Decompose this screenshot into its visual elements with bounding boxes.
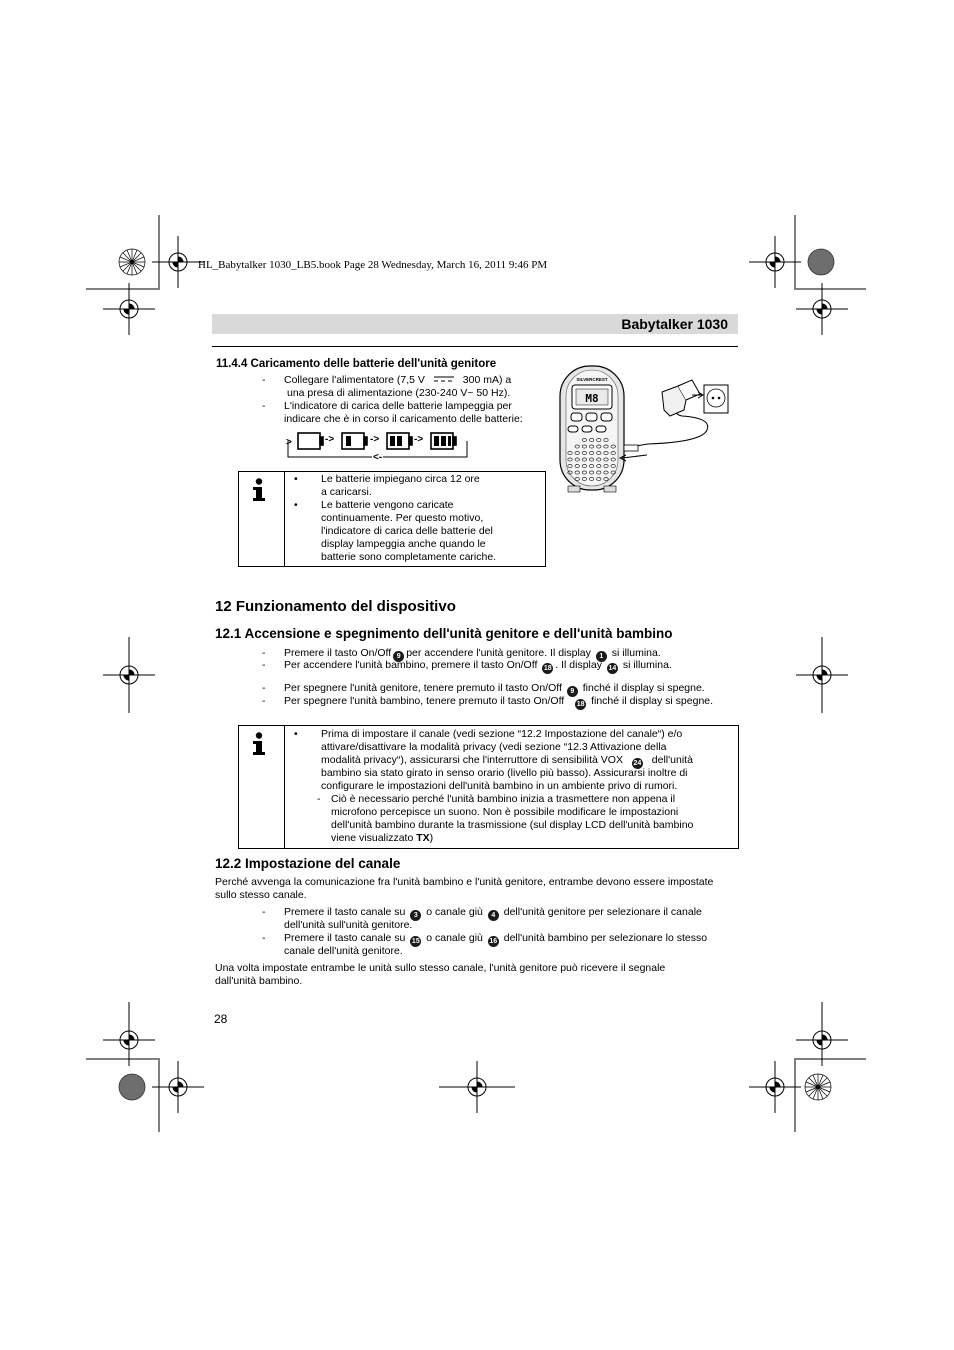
dash: -	[262, 932, 266, 944]
dash: -	[262, 647, 266, 659]
section-11-4-4-heading: 11.4.4 Caricamento delle batterie dell'unità genitore	[216, 358, 497, 370]
note-text: dell'unità bambino durante la trasmissione (sul display LCD dell'unità bambino	[331, 819, 694, 831]
note-text: Le batterie vengono caricate	[321, 499, 454, 511]
dash: -	[262, 400, 266, 412]
note-text: Le batterie impiegano circa 12 ore	[321, 473, 480, 485]
arrow-back-label: <-	[373, 452, 383, 463]
item-text: canale dell'unità genitore.	[284, 945, 403, 957]
item-text: una presa di alimentazione (230-240 V~ 50 Hz).	[287, 387, 511, 399]
note-text: modalità privacy“), assicurarsi che l'interruttore di sensibilità VOX 24 dell'unità	[321, 754, 693, 767]
paragraph: sullo stesso canale.	[215, 889, 307, 901]
badge-up-parent: 3	[410, 910, 421, 921]
note-text: batterie sono completamente cariche.	[321, 551, 497, 563]
item-text: Collegare l'alimentatore (7,5 V 300 mA) a	[284, 374, 512, 386]
item-text: Premere il tasto On/Off 9 per accendere l'unità genitore. Il display 1 si illumina.	[284, 647, 661, 660]
dash: -	[262, 659, 266, 671]
badge-onoff-baby: 18	[576, 701, 585, 708]
info-icon	[251, 478, 267, 502]
dash: -	[262, 906, 266, 918]
info-box	[238, 725, 739, 849]
bullet: •	[294, 728, 298, 740]
dash: -	[317, 793, 321, 805]
note-text: display lampeggia anche quando le	[321, 538, 486, 550]
page-number: 28	[214, 1012, 228, 1026]
info-icon	[251, 732, 267, 756]
note-text: viene visualizzato TX)	[331, 832, 434, 844]
paragraph: Perché avvenga la comunicazione fra l'unità bambino e l'unità genitore, entrambe devono essere impostate	[215, 876, 714, 888]
note-text: bambino sia stato girato in senso orario (livello più basso). Assicurarsi inoltre di	[321, 767, 688, 779]
section-12-2-heading: 12.2 Impostazione del canale	[215, 856, 401, 871]
paragraph: Una volta impostate entrambe le unità sullo stesso canale, l'unità genitore può ricevere il segnale	[215, 962, 666, 974]
dc-symbol-icon	[432, 374, 456, 384]
section-12-heading: 12 Funzionamento del dispositivo	[215, 598, 456, 615]
header-rule	[212, 346, 738, 347]
arrow-label: ->	[325, 434, 335, 445]
device-illustration	[552, 360, 742, 496]
item-text: Premere il tasto canale su 15 o canale giù 16 dell'unità bambino per selezionare lo stesso	[284, 932, 708, 945]
device-display-label: M8	[585, 392, 599, 405]
note-text: attivare/disattivare la modalità privacy (vedi sezione “12.3 Attivazione della	[321, 741, 667, 753]
arrow-label: ->	[414, 434, 424, 445]
badge-down-parent: 4	[488, 910, 499, 921]
note-text: continuamente. Per questo motivo,	[321, 512, 484, 524]
note-text: Ciò è necessario perché l'unità bambino inizia a trasmettere non appena il	[331, 793, 676, 805]
header-title: Babytalker 1030	[621, 316, 728, 332]
dash: -	[262, 682, 266, 694]
file-info: HL_Babytalker 1030_LB5.book Page 28 Wednesday, March 16, 2011 9:46 PM	[198, 259, 548, 271]
device-brand-label: SILVERCREST	[576, 377, 608, 382]
badge-onoff-baby: 18	[543, 665, 552, 672]
section-12-1-heading: 12.1 Accensione e spegnimento dell'unità genitore e dell'unità bambino	[215, 626, 673, 641]
item-text: dell'unità sull'unità genitore.	[284, 919, 413, 931]
info-box	[238, 471, 546, 567]
note-text: Prima di impostare il canale (vedi sezione “12.2 Impostazione del canale“) e/o	[321, 728, 683, 740]
note-text: microfono percepisce un suono. Non è possibile modificare le impostazioni	[331, 806, 679, 818]
item-text: L'indicatore di carica delle batterie lampeggia per	[284, 400, 512, 412]
badge-down-baby: 16	[489, 938, 498, 945]
arrow-label: ->	[370, 434, 380, 445]
dash: -	[262, 374, 266, 386]
badge-onoff-parent: 9	[393, 651, 404, 662]
badge-onoff-parent: 9	[567, 686, 578, 697]
item-text: Per spegnere l'unità genitore, tenere premuto il tasto On/Off 9 finché il display si spegne.	[284, 682, 705, 695]
badge-display-parent: 1	[596, 651, 607, 662]
bullet: •	[294, 473, 298, 485]
note-text: configurare le impostazioni dell'unità bambino in un ambiente privo di rumori.	[321, 780, 678, 792]
badge-up-baby: 15	[411, 938, 420, 945]
battery-sequence	[286, 430, 476, 464]
dash: -	[262, 695, 266, 707]
bullet: •	[294, 499, 298, 511]
badge-display-baby: 14	[608, 665, 617, 672]
item-text: Per spegnere l'unità bambino, tenere premuto il tasto On/Off 18 finché il display si spegne.	[284, 695, 714, 708]
note-text: a caricarsi.	[321, 486, 372, 498]
item-text: Premere il tasto canale su 3 o canale giù 4 dell'unità genitore per selezionare il canale	[284, 906, 702, 919]
item-text: Per accendere l'unità bambino, premere il tasto On/Off 18 . Il display 14 si illumina.	[284, 659, 672, 672]
badge-vox: 24	[633, 760, 642, 767]
svg-text:>: >	[286, 437, 292, 448]
item-text: indicare che è in corso il caricamento delle batterie:	[284, 413, 523, 425]
paragraph: dall'unità bambino.	[215, 975, 303, 987]
note-text: l'indicatore di carica delle batterie del	[321, 525, 493, 537]
